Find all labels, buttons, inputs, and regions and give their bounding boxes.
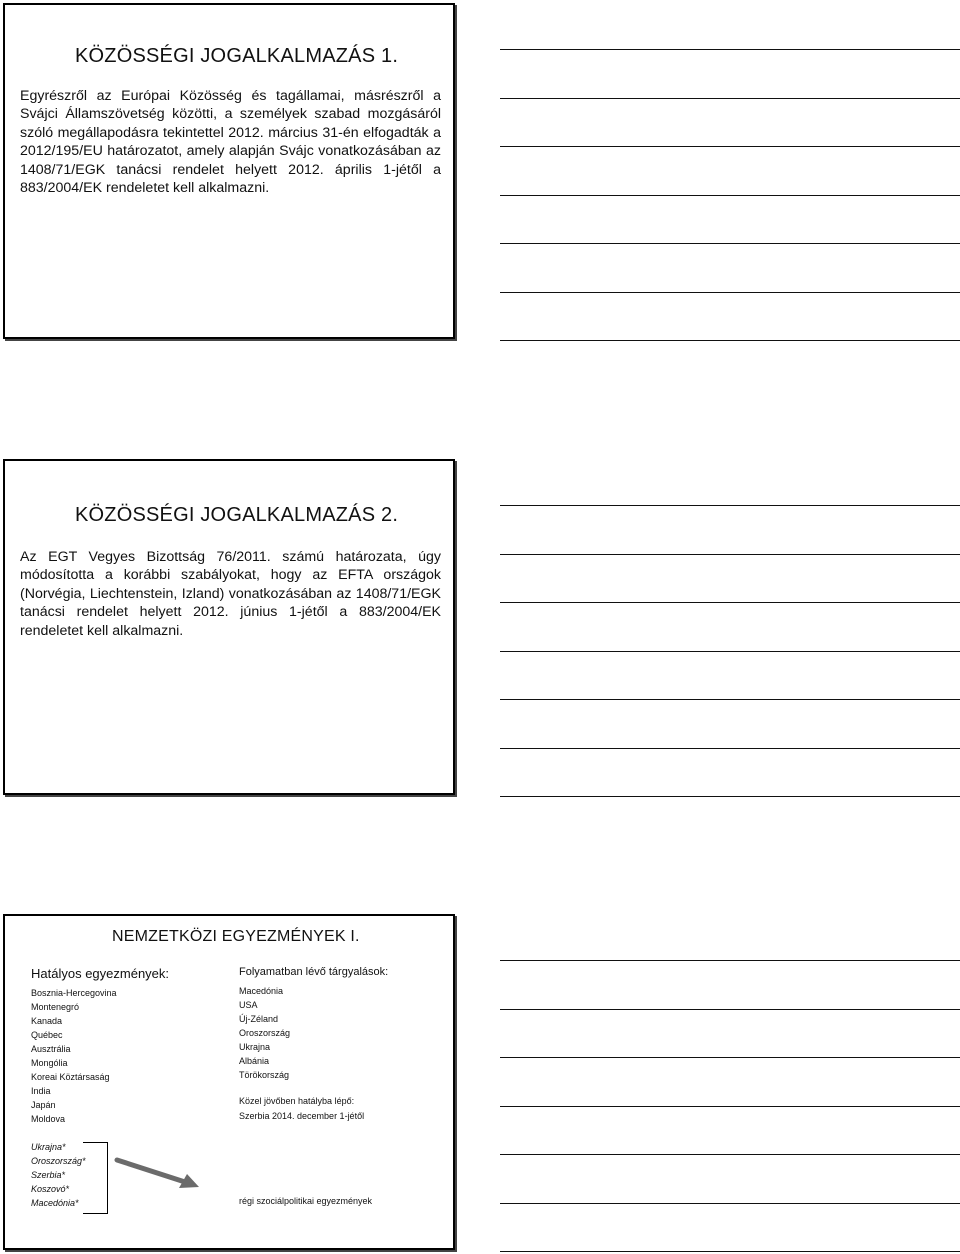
note-line: [500, 340, 960, 341]
list-item: Új-Zéland: [239, 1014, 279, 1024]
list-item: Ukrajna: [239, 1042, 271, 1052]
negotiations-list: [239, 984, 290, 1082]
upcoming-heading: Közel jövőben hatályba lépő:: [239, 1096, 355, 1106]
slide-2-title: KÖZÖSSÉGI JOGALKALMAZÁS 2.: [75, 504, 399, 526]
slide-3: [3, 914, 455, 1250]
note-line: [500, 1154, 960, 1155]
list-item: Albánia: [239, 1056, 270, 1066]
list-item: Oroszország*: [31, 1156, 86, 1166]
list-item: India: [31, 1086, 51, 1096]
note-line: [500, 505, 960, 506]
list-item: Törökország: [239, 1070, 290, 1080]
list-item: Ukrajna*: [31, 1142, 66, 1152]
old-conventions-label: régi szociálpolitikai egyezmények: [239, 1196, 373, 1206]
slide-1: [3, 3, 455, 339]
list-item: Mongólia: [31, 1058, 68, 1068]
note-line: [500, 1009, 960, 1010]
slide-1-body: Egyrészről az Európai Közösség és tagállamai, másrészről a Svájci Államszövetség közötti, a személyek szabad mozgásáról szóló megállapodásra tekintettel 2012. március 31-én elfogadták a 2012/195/EU határozatot, amely alapján Svájc vonatkozásában az 1408/71/EGK tanácsi rendelet helyett 2012. április 1-jétől a 883/2004/EK rendeletet kell alkalmazni.: [20, 88, 441, 197]
negotiations-heading: Folyamatban lévő tárgyalások:: [239, 966, 389, 978]
list-item: Bosznia-Hercegovina: [31, 988, 117, 998]
in-force-list: [31, 986, 117, 1126]
note-line: [500, 1251, 960, 1252]
list-item: USA: [239, 1000, 258, 1010]
list-item: Szerbia*: [31, 1170, 66, 1180]
note-line: [500, 49, 960, 50]
list-item: Montenegró: [31, 1002, 80, 1012]
arrow-icon: [113, 1154, 203, 1194]
note-line: [500, 554, 960, 555]
note-line: [500, 748, 960, 749]
list-item: Québec: [31, 1030, 63, 1040]
note-line: [500, 98, 960, 99]
note-line: [500, 651, 960, 652]
bracket-line: [83, 1142, 108, 1214]
list-item: Japán: [31, 1100, 56, 1110]
note-line: [500, 292, 960, 293]
list-item: Koszovó*: [31, 1184, 70, 1194]
note-line: [500, 1106, 960, 1107]
list-item: Oroszország: [239, 1028, 291, 1038]
list-item: Moldova: [31, 1114, 66, 1124]
note-line: [500, 1203, 960, 1204]
upcoming-item: Szerbia 2014. december 1-jétől: [239, 1111, 365, 1121]
note-line: [500, 146, 960, 147]
list-item: Koreai Köztársaság: [31, 1072, 110, 1082]
slide-2-body: Az EGT Vegyes Bizottság 76/2011. számú határozata, úgy módosította a korábbi szabályokat, hogy az EFTA országok (Norvégia, Liechtenstein, Izland) vonatkozásában az 1408/71/EGK tanácsi rendelet helyett 2012. június 1-jétől a 883/2004/EK rendeletet kell alkalmazni.: [20, 549, 441, 639]
note-line: [500, 1057, 960, 1058]
note-line: [500, 602, 960, 603]
list-item: Kanada: [31, 1016, 63, 1026]
in-force-heading: Hatályos egyezmények:: [31, 966, 170, 981]
note-line: [500, 960, 960, 961]
list-item: Ausztrália: [31, 1044, 71, 1054]
slide-1-title: KÖZÖSSÉGI JOGALKALMAZÁS 1.: [75, 45, 399, 67]
list-item: Macedónia: [239, 986, 284, 996]
old-convention-countries: [31, 1140, 86, 1210]
note-line: [500, 195, 960, 196]
slide-3-title: NEMZETKÖZI EGYEZMÉNYEK I.: [112, 928, 360, 945]
note-line: [500, 699, 960, 700]
note-line: [500, 796, 960, 797]
slide-2: [3, 459, 455, 795]
list-item: Macedónia*: [31, 1198, 79, 1208]
note-line: [500, 243, 960, 244]
